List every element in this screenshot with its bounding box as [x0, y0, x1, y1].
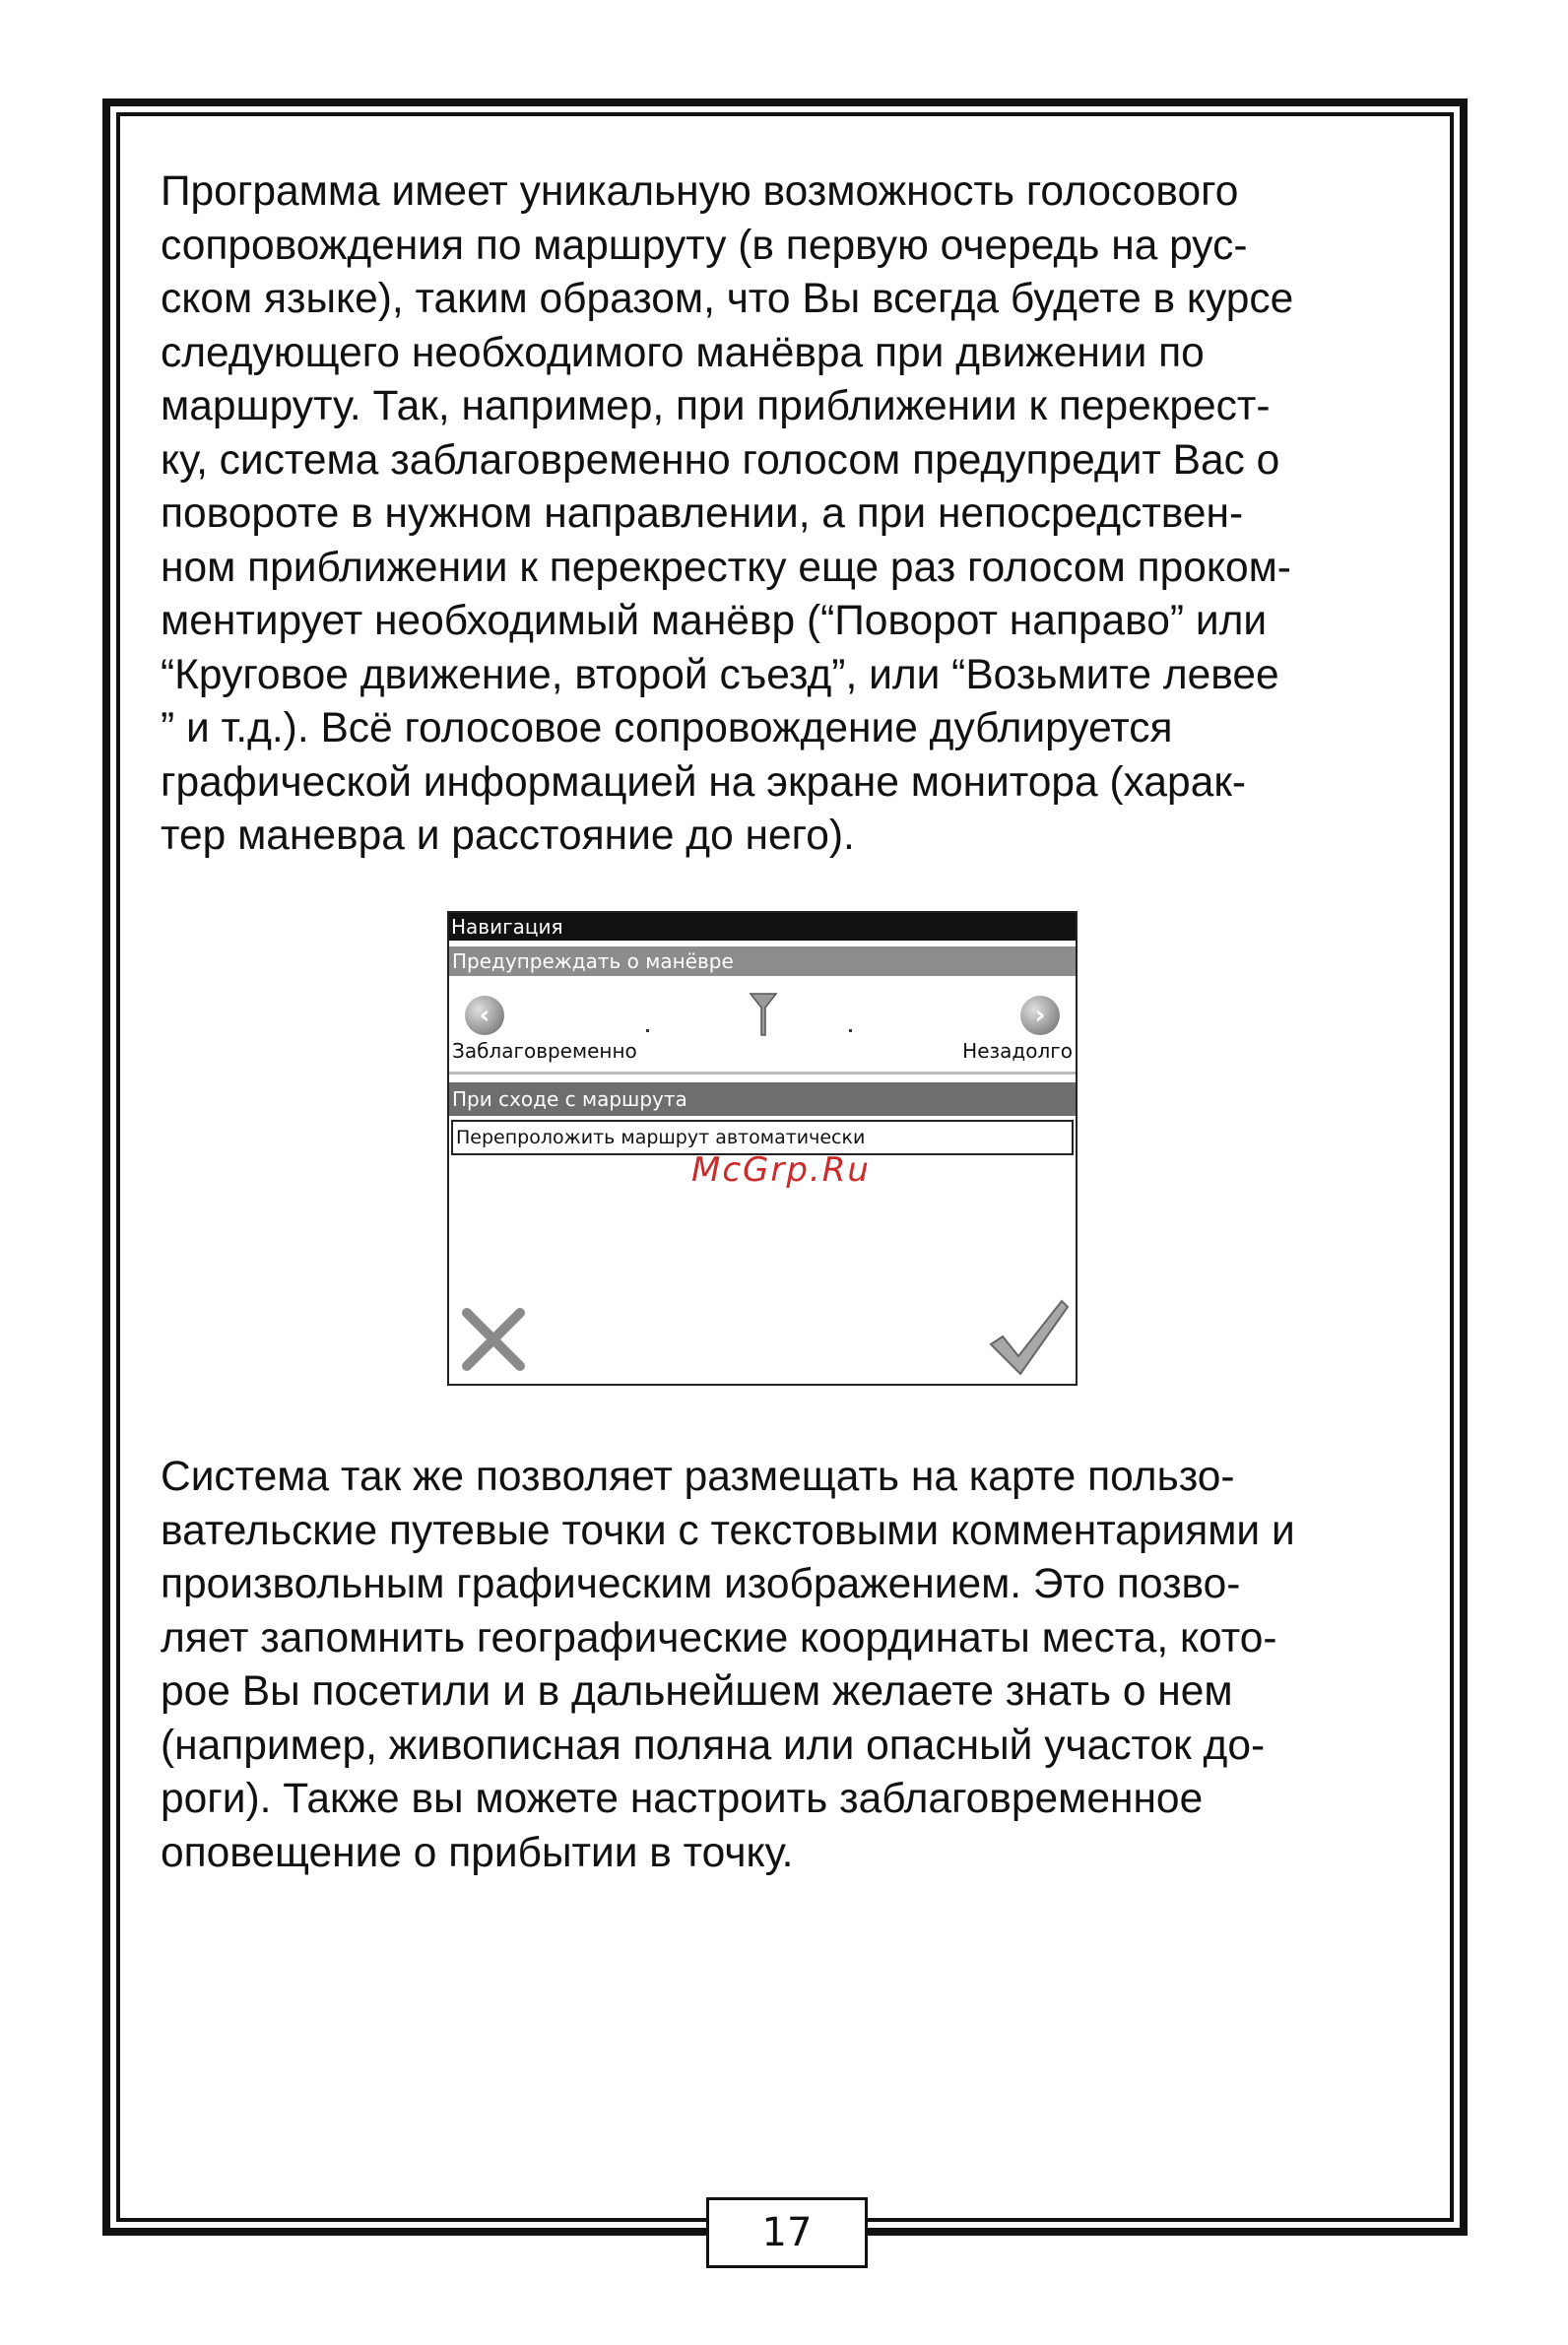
text-line: “Круговое движение, второй съезд”, или “Возьмите левее — [161, 651, 1279, 698]
text-line: оповещение о прибытии в точку. — [161, 1829, 794, 1876]
text-line: ляет запомнить географические координаты места, кото- — [161, 1614, 1277, 1661]
text-line: маршруту. Так, например, при приближении к перекрест- — [161, 383, 1271, 429]
text-line: рое Вы посетили и в дальнейшем желаете знать о нем — [161, 1668, 1233, 1715]
text-line: вательские путевые точки с текстовыми комментариями и — [161, 1507, 1295, 1554]
slider-left-label: Заблаговременно — [452, 1039, 637, 1063]
text-line: Система так же позволяет размещать на карте пользо- — [161, 1454, 1235, 1500]
text-line: ном приближении к перекрестку еще раз голосом проком- — [161, 544, 1291, 591]
paragraph-voice-guidance — [161, 165, 1402, 864]
slider-tick — [849, 1029, 852, 1032]
text-line: (например, живописная поляна или опасный участок до- — [161, 1722, 1266, 1769]
slider-tick — [646, 1029, 649, 1032]
right-arrow-icon[interactable]: › — [1020, 996, 1060, 1035]
warning-timing-slider[interactable] — [449, 980, 1076, 1075]
checkmark-icon[interactable] — [987, 1295, 1070, 1378]
page-number: 17 — [706, 2197, 868, 2268]
left-arrow-icon[interactable]: ‹ — [465, 996, 504, 1035]
section-warn-header: Предупреждать о манёвре — [449, 946, 1076, 976]
section-offroute-header: При сходе с маршрута — [449, 1082, 1076, 1116]
text-line: Программа имеет уникальную возможность голосового — [161, 168, 1239, 215]
cancel-x-icon[interactable] — [459, 1305, 528, 1374]
text-line: ском языке), таким образом, что Вы всегда будете в курсе — [161, 276, 1294, 322]
text-line: ” и т.д.). Всё голосовое сопровождение дублируется — [161, 705, 1173, 751]
slider-right-label: Незадолго — [962, 1039, 1073, 1063]
text-line: ку, система заблаговременно голосом предупредит Вас о — [161, 436, 1280, 484]
text-line: повороте в нужном направлении, а при непосредствен- — [161, 490, 1244, 537]
text-line: сопровождения по маршруту (в первую очередь на рус- — [161, 222, 1248, 269]
watermark: McGrp.Ru — [691, 1150, 871, 1190]
reroute-option[interactable]: Перепроложить маршрут автоматически — [451, 1120, 1074, 1155]
text-line: графической информацией на экране монитора (харак- — [161, 758, 1247, 806]
divider — [449, 1072, 1076, 1075]
text-line: роги). Также вы можете настроить заблаговременное — [161, 1776, 1204, 1822]
text-line: тер маневра и расстояние до него). — [161, 813, 855, 859]
text-line: произвольным графическим изображением. Это позво- — [161, 1561, 1241, 1607]
text-line: ментирует необходимый манёвр (“Поворот направо” или — [161, 598, 1268, 644]
slider-thumb-icon[interactable] — [749, 992, 778, 1039]
paragraph-waypoints — [161, 1451, 1402, 1880]
text-line: следующего необходимого манёвра при движении по — [161, 329, 1205, 376]
screen-title: Навигация — [449, 913, 1076, 941]
navigation-settings-screenshot — [447, 911, 1078, 1386]
